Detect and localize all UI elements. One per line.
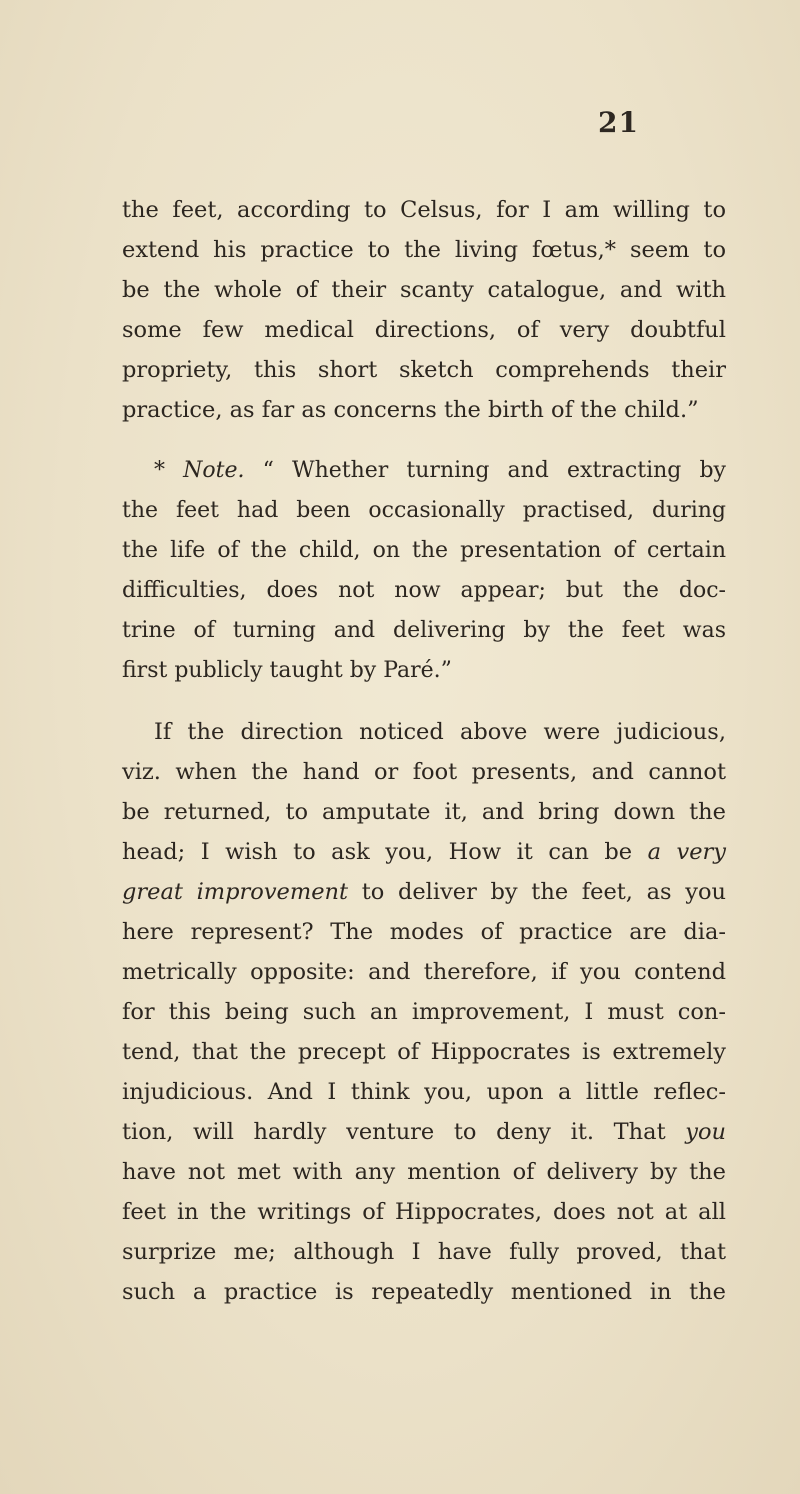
text-line: surprize me; although I have fully proved, that: [122, 1239, 726, 1265]
text-line: difficulties, does not now appear; but the doc-: [122, 578, 726, 603]
footnote-label: Note.: [183, 458, 245, 483]
paragraph-continuation: [122, 190, 726, 430]
text-line: feet in the writings of Hippocrates, does not at all: [122, 1199, 726, 1225]
footnote: [122, 451, 726, 691]
text-line: propriety, this short sketch comprehends their: [122, 357, 726, 383]
text-line: viz. when the hand or foot presents, and cannot: [122, 759, 726, 785]
italic-phrase: you: [685, 1119, 726, 1145]
main-paragraph: [122, 712, 726, 1312]
text-line: If the direction noticed above were judicious,: [154, 719, 726, 745]
italic-phrase: great improvement: [122, 879, 349, 905]
footnote-marker: *: [154, 458, 184, 483]
text-line: the feet, according to Celsus, for I am willing to: [122, 197, 726, 223]
text-line: metrically opposite: and therefore, if you contend: [122, 959, 726, 985]
text-line: injudicious. And I think you, upon a little reflec-: [122, 1079, 726, 1105]
text-line: tend, that the precept of Hippocrates is extremely: [122, 1039, 726, 1065]
text-line: such a practice is repeatedly mentioned in the: [122, 1279, 726, 1305]
text-line-with-italic: great improvement to deliver by the feet, as you: [122, 879, 726, 905]
text-line: have not met with any mention of delivery by the: [122, 1159, 726, 1185]
text-line-with-italic: tion, will hardly venture to deny it. That you: [122, 1119, 726, 1145]
text-line: practice, as far as concerns the birth of the child.”: [122, 397, 699, 423]
text-line: trine of turning and delivering by the feet was: [122, 618, 726, 643]
footnote-first-line: [122, 451, 726, 491]
text-line: here represent? The modes of practice are dia-: [122, 919, 726, 945]
text-line: for this being such an improvement, I must con-: [122, 999, 726, 1025]
italic-phrase: a very: [647, 839, 726, 865]
text-line: the life of the child, on the presentation of certain: [122, 538, 726, 563]
text-line: extend his practice to the living fœtus,* seem to: [122, 237, 726, 263]
text-line: be the whole of their scanty catalogue, and with: [122, 277, 726, 303]
text-line: some few medical directions, of very doubtful: [122, 317, 726, 343]
text-line: be returned, to amputate it, and bring down the: [122, 799, 726, 825]
footnote-text: “ Whether turning and extracting by: [244, 458, 726, 483]
page-number: 21: [598, 106, 639, 139]
text-line: the feet had been occasionally practised, during: [122, 498, 726, 523]
text-line: first publicly taught by Paré.”: [122, 658, 452, 683]
text-line-with-italic: head; I wish to ask you, How it can be a very: [122, 839, 726, 865]
